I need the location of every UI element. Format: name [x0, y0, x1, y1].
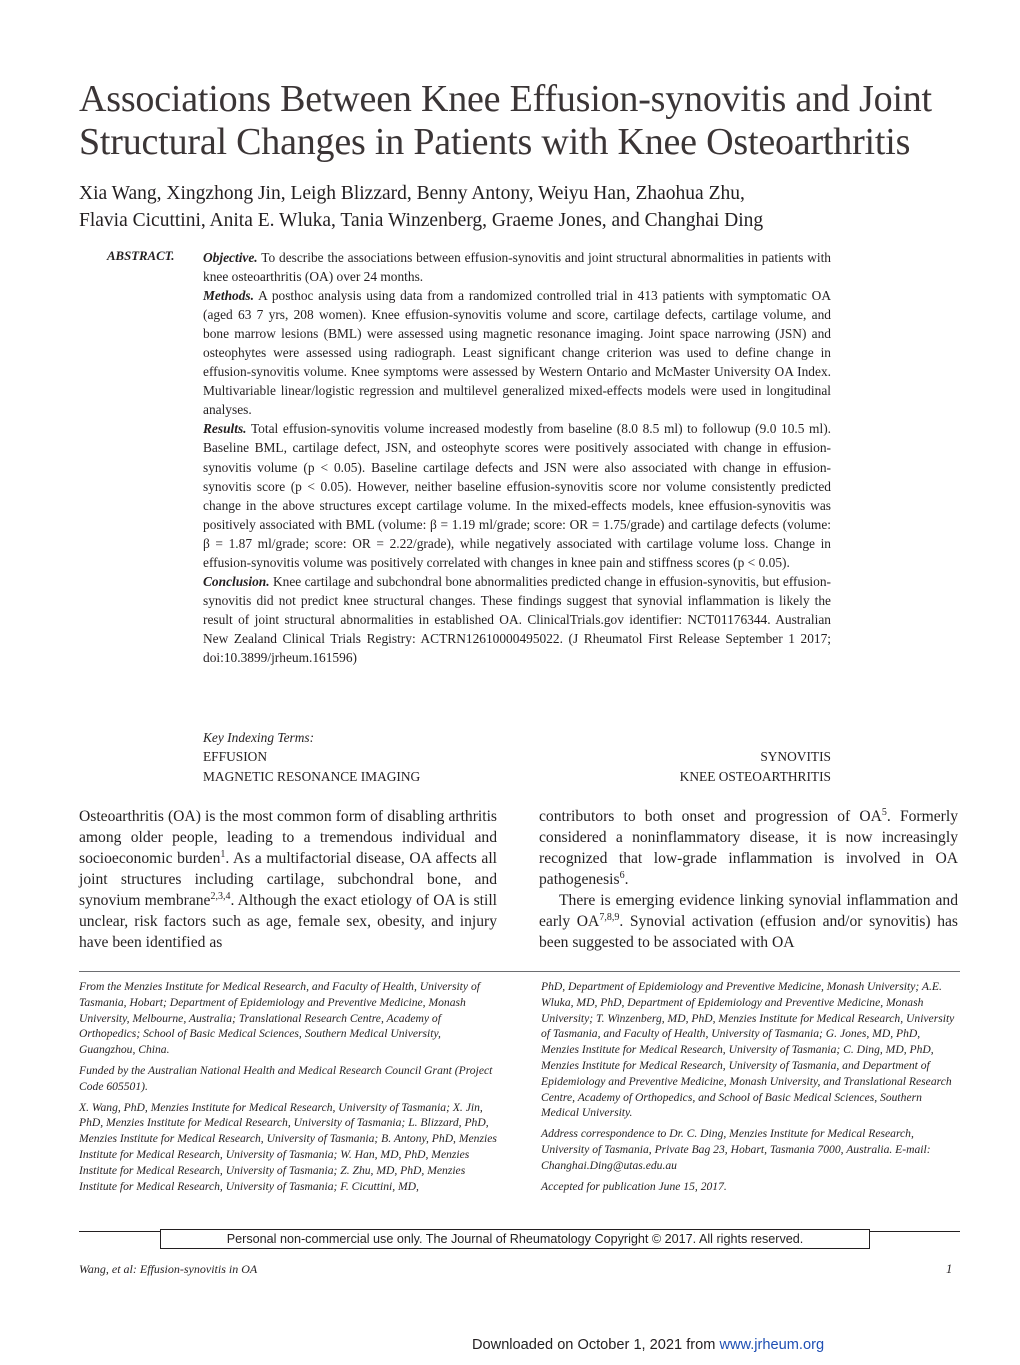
article-title: Associations Between Knee Effusion-synovitis and Joint Structural Changes in Patients with Knee Osteoarthritis [79, 78, 932, 163]
journal-link[interactable]: www.jrheum.org [719, 1337, 825, 1353]
methods-heading: Methods. [203, 288, 254, 304]
body-text: Osteoarthritis (OA) is the most common form of disabling arthritis among older people, leading to a tremendous individual and socioeconomic burden [79, 808, 497, 867]
body-text: . Although the exact etiology of OA is still unclear, risk factors such as age, female sex, obesity, and injury have been identified as [79, 892, 497, 951]
author-line-2: Flavia Cicuttini, Anita E. Wluka, Tania Winzenberg, Graeme Jones, and Changhai Ding [79, 210, 764, 231]
abstract [203, 248, 831, 667]
body-column-right [539, 806, 958, 953]
running-head: Wang, et al: Effusion-synovitis in OA [79, 1262, 258, 1276]
footnote-authors-continued: PhD, Department of Epidemiology and Preventive Medicine, Monash University; A.E. Wluka, MD, PhD, Department of Epidemiology and Preventive Medicine, Monash University; T. Winzenberg, MD, PhD, Menzies Institute for Medical Research, University of Tasmania, and Faculty of Health, University of Tasmania; G. Jones, MD, PhD, Menzies Institute for Medical Research, University of Tasmania; C. Ding, MD, PhD, Menzies Institute for Medical Research, University of Tasmania, and Department of Epidemiology and Preventive Medicine, Monash University, and Translational Research Centre, Academy of Orthopedics, and School of Basic Medical Sciences, Southern Medical University. [541, 980, 955, 1120]
objective-text: To describe the associations between effusion-synovitis and joint structural abnormalities in patients with knee osteoarthritis (OA) over 24 months. [203, 250, 832, 285]
methods-text: A posthoc analysis using data from a randomized controlled trial in 413 patients with symptomatic OA (aged 63 7 yrs, 208 women). Knee effusion-synovitis volume and score, cartilage defects, cartilage volume, and bone marrow lesions (BML) were assessed using magnetic resonance imaging. Joint space narrowing (JSN) and osteophytes were assessed using radiograph. Least significant change criterion was used to define change in effusion-synovitis volume. Knee symptoms were assessed by Western Ontario and McMaster University OA Index. Multivariable linear/logistic regression and multilevel generalized mixed-effects models were used in longitudinal analyses. [203, 288, 831, 418]
citation-ref[interactable]: 2,3,4 [210, 890, 231, 902]
citation-ref[interactable]: 7,8,9 [599, 911, 620, 923]
footnote-authors: X. Wang, PhD, Menzies Institute for Medical Research, University of Tasmania; X. Jin, PhD, Menzies Institute for Medical Research, University of Tasmania; L. Blizzard, PhD, Menzies Institute for Medical Research, University of Tasmania; B. Antony, PhD, Menzies Institute for Medical Research, University of Tasmania; W. Han, MD, PhD, Menzies Institute for Medical Research, University of Tasmania; Z. Zhu, MD, PhD, Menzies Institute for Medical Research, University of Tasmania; F. Cicuttini, MD, [79, 1100, 497, 1193]
body-text: There is emerging evidence linking synovial inflammation and early OA [539, 892, 958, 930]
body-text: . [624, 871, 629, 888]
author-line-1: Xia Wang, Xingzhong Jin, Leigh Blizzard, Benny Antony, Weiyu Han, Zhaohua Zhu, [79, 183, 745, 204]
key-term: MAGNETIC RESONANCE IMAGING [203, 768, 421, 784]
abstract-label: ABSTRACT. [107, 249, 175, 263]
body-text: . Synovial activation (effusion and/or synovitis) has been suggested to be associated with OA [539, 913, 958, 951]
abstract-conclusion [203, 572, 831, 667]
key-indexing-terms [203, 728, 831, 786]
conclusion-heading: Conclusion. [203, 573, 270, 589]
download-notice [472, 1337, 824, 1353]
body-paragraph [539, 890, 958, 953]
citation-ref[interactable]: 6 [619, 869, 625, 881]
footnote-divider [79, 971, 960, 972]
body-text: . As a multifactorial disease, OA affects all joint structures including cartilage, subchondral bone, and synovium membrane [79, 850, 497, 909]
key-term: EFFUSION [203, 749, 267, 765]
citation-ref[interactable]: 1 [220, 848, 226, 860]
body-text: . Formerly considered a noninflammatory disease, it is now increasingly recognized that low-grade inflammation is involved in OA pathogenesis [539, 808, 958, 888]
objective-heading: Objective. [203, 250, 258, 265]
conclusion-text: Knee cartilage and subchondral bone abnormalities predicted change in effusion-synovitis, but effusion-synovitis did not predict knee structural changes. These findings suggest that synovial inflammation is likely the result of joint structural abnormalities in established OA. ClinicalTrials.gov identifier: NCT01176344. Australian New Zealand Clinical Trials Registry: ACTRN12610000495022. (J Rheumatol First Release September 1 2017; doi:10.3899/jrheum.161596) [203, 573, 831, 665]
citation-ref[interactable]: 5 [881, 806, 887, 818]
footnote-funding: Funded by the Australian National Health and Medical Research Council Grant (Project Code 605501). [79, 1063, 493, 1093]
footnote-correspondence: Address correspondence to Dr. C. Ding, Menzies Institute for Medical Research, University of Tasmania, Private Bag 23, Hobart, Tasmania 7000, Australia. E-mail: Changhai.Ding@utas.edu.au [541, 1127, 931, 1172]
body-text: contributors to both onset and progression of OA [539, 808, 882, 825]
results-heading: Results. [203, 421, 247, 437]
page-number: 1 [946, 1262, 953, 1276]
download-text: Downloaded on October 1, 2021 from [472, 1337, 720, 1353]
key-indexing-row [203, 767, 831, 786]
footnotes-left [79, 979, 499, 1199]
results-text: Total effusion-synovitis volume increased modestly from baseline (8.0 8.5 ml) to followup (9.0 10.5 ml). Baseline BML, cartilage defect, JSN, and osteophyte scores were positively associated with change in effusion-synovitis volume (p < 0.05). Baseline cartilage defects and JSN were also associated with change in effusion-synovitis score (p < 0.05). However, neither baseline effusion-synovitis score nor volume consistently predicted change in the above structures except cartilage volume. In the mixed-effects models, knee effusion-synovitis was positively associated with BML (volume: β = 1.19 ml/grade; score: OR = 1.75/grade) and cartilage defects (volume: β = 1.87 ml/grade; score: OR = 2.22/grade), while negatively associated with cartilage volume loss. Change in effusion-synovitis volume was positively correlated with changes in knee pain and stiffness scores (p < 0.05). [203, 421, 832, 570]
abstract-objective [203, 248, 831, 286]
footnotes-right [541, 979, 961, 1199]
footnote-affiliations: From the Menzies Institute for Medical Research, and Faculty of Health, University of Tasmania, Hobart; Department of Epidemiology and Preventive Medicine, Monash University, Melbourne, Australia; Translational Research Centre, Academy of Orthopedics; School of Basic Medical Sciences, Southern Medical University, Guangzhou, China. [79, 980, 480, 1057]
abstract-methods [203, 286, 831, 419]
author-list [79, 180, 969, 234]
key-term: KNEE OSTEOARTHRITIS [679, 768, 831, 784]
key-indexing-row [203, 747, 831, 766]
copyright-notice: Personal non-commercial use only. The Journal of Rheumatology Copyright © 2017. All rights reserved. [160, 1229, 870, 1249]
body-paragraph [539, 806, 958, 890]
body-column-left [79, 806, 497, 953]
key-term: SYNOVITIS [760, 749, 831, 765]
abstract-results [203, 419, 831, 571]
footnote-accepted: Accepted for publication June 15, 2017. [541, 1179, 727, 1193]
body-paragraph [79, 806, 497, 953]
key-indexing-title: Key Indexing Terms: [203, 730, 315, 745]
